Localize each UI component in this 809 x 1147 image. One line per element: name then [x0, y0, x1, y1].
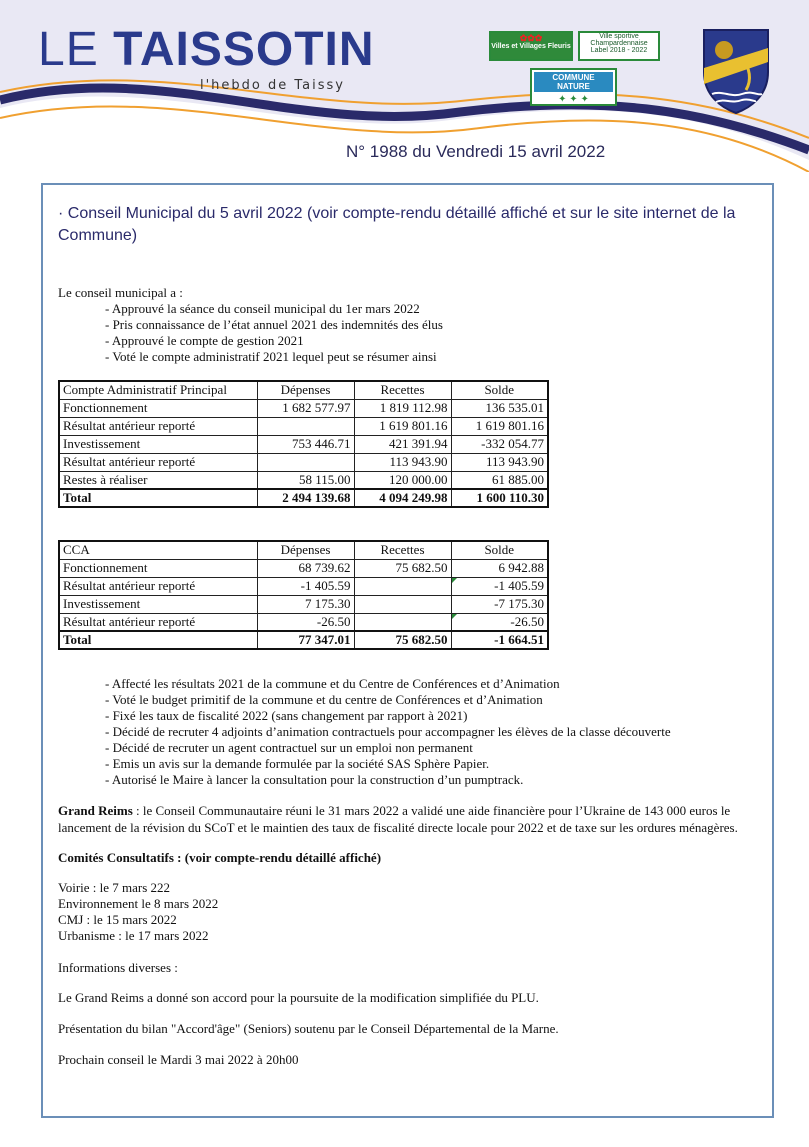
- cca-table: [58, 540, 549, 650]
- table-header-row: [59, 381, 548, 399]
- table-cell: Fonctionnement: [59, 559, 257, 577]
- list-item: - Fixé les taux de fiscalité 2022 (sans changement par rapport à 2021): [105, 708, 468, 723]
- table-cell: Total: [59, 631, 257, 649]
- table-cell: 58 115.00: [257, 471, 354, 489]
- table-cell: [257, 417, 354, 435]
- sport-line3: Label 2018 - 2022: [590, 47, 648, 54]
- list-item: - Approuvé le compte de gestion 2021: [105, 333, 304, 348]
- table-cell: [354, 577, 451, 595]
- table-row: [59, 559, 548, 577]
- comites-title: Comités Consultatifs : (voir compte-rendu détaillé affiché): [58, 850, 382, 865]
- table-cell: 6 942.88: [451, 559, 548, 577]
- table-cell: 7 175.30: [257, 595, 354, 613]
- table-header: Dépenses: [257, 541, 354, 559]
- compte-administratif-table: [58, 380, 549, 508]
- villes-badge-text: Villes et Villages Fleuris: [491, 43, 571, 50]
- table-row: [59, 471, 548, 489]
- table-cell: [257, 453, 354, 471]
- table-cell: 753 446.71: [257, 435, 354, 453]
- town-crest-icon: [702, 28, 770, 114]
- table-cell: 1 819 112.98: [354, 399, 451, 417]
- table-cell: Résultat antérieur reporté: [59, 453, 257, 471]
- table-header-row: [59, 541, 548, 559]
- table-cell: -7 175.30: [451, 595, 548, 613]
- table-cell: 1 619 801.16: [451, 417, 548, 435]
- title-le: LE: [38, 23, 99, 76]
- table-cell: Investissement: [59, 435, 257, 453]
- intro-text: Le conseil municipal a :: [58, 285, 183, 300]
- comite-item: Voirie : le 7 mars 222: [58, 880, 171, 895]
- masthead-banner: [0, 0, 809, 172]
- table-row: [59, 595, 548, 613]
- table-header: Recettes: [354, 381, 451, 399]
- table-cell: 136 535.01: [451, 399, 548, 417]
- table-cell: 120 000.00: [354, 471, 451, 489]
- table-cell: 113 943.90: [451, 453, 548, 471]
- issue-number: N° 1988 du Vendredi 15 avril 2022: [346, 142, 606, 161]
- total-row: [59, 489, 548, 507]
- table-cell: -1 664.51: [451, 631, 548, 649]
- table-cell: Total: [59, 489, 257, 507]
- table-header: Solde: [451, 381, 548, 399]
- table-cell: -26.50: [257, 613, 354, 631]
- table-cell: 68 739.62: [257, 559, 354, 577]
- table-row: [59, 577, 548, 595]
- infos-title: Informations diverses :: [58, 960, 178, 975]
- table-cell: 77 347.01: [257, 631, 354, 649]
- grand-reims-paragraph: [58, 802, 773, 836]
- table-row: [59, 399, 548, 417]
- info-item: Le Grand Reims a donné son accord pour la poursuite de la modification simplifiée du PLU.: [58, 990, 539, 1005]
- comite-item: CMJ : le 15 mars 2022: [58, 912, 177, 927]
- table-cell: -1 405.59: [451, 577, 548, 595]
- list-item: - Autorisé le Maire à lancer la consultation pour la construction d’un pumptrack.: [105, 772, 524, 787]
- total-row: [59, 631, 548, 649]
- table-cell: 75 682.50: [354, 559, 451, 577]
- table-cell: 1 600 110.30: [451, 489, 548, 507]
- list-item: - Voté le budget primitif de la commune et du centre de Conférences et d’Animation: [105, 692, 543, 707]
- grand-reims-text: : le Conseil Communautaire réuni le 31 mars 2022 a validé une aide financière pour l’Ukraine de 143 000 euros le lancement de la révision du SCoT et le maintien des taux de fiscalité directe locale pour 2022 et de taxe sur les ordures ménagères.: [58, 803, 738, 835]
- list-item: - Affecté les résultats 2021 de la commune et du Centre de Conférences et d’Animation: [105, 676, 560, 691]
- flower-icon: ✿✿✿: [519, 33, 543, 43]
- dragonfly-icon: ✦ ✦ ✦: [558, 94, 589, 105]
- table-cell: 421 391.94: [354, 435, 451, 453]
- table-header: Solde: [451, 541, 548, 559]
- table-cell: 61 885.00: [451, 471, 548, 489]
- table-cell: [354, 595, 451, 613]
- grand-reims-label: Grand Reims: [58, 803, 133, 818]
- table-cell: 75 682.50: [354, 631, 451, 649]
- table-cell: Résultat antérieur reporté: [59, 417, 257, 435]
- ville-sportive-badge: [578, 31, 660, 61]
- sport-line2: Champardennaise: [590, 40, 648, 47]
- nature-badge-text: COMMUNE NATURE: [534, 72, 613, 92]
- section-heading: · Conseil Municipal du 5 avril 2022 (voir compte-rendu détaillé affiché et sur le site internet de la Commune): [58, 205, 736, 244]
- table-header: Compte Administratif Principal: [59, 381, 257, 399]
- table-header: Recettes: [354, 541, 451, 559]
- table-row: [59, 417, 548, 435]
- list-item: - Décidé de recruter 4 adjoints d’animation contractuels pour accompagner les élèves de la classe découverte: [105, 724, 671, 739]
- comite-item: Environnement le 8 mars 2022: [58, 896, 219, 911]
- commune-nature-badge: [530, 68, 617, 106]
- table-cell: 4 094 249.98: [354, 489, 451, 507]
- villes-fleuris-badge: [489, 31, 573, 61]
- table-cell: [354, 613, 451, 631]
- list-item: - Voté le compte administratif 2021 lequel peut se résumer ainsi: [105, 349, 437, 364]
- table-cell: -26.50: [451, 613, 548, 631]
- sport-line1: Ville sportive: [599, 33, 639, 40]
- info-item: Présentation du bilan "Accord'âge" (Seniors) soutenu par le Conseil Départemental de la Marne.: [58, 1021, 559, 1036]
- table-cell: Fonctionnement: [59, 399, 257, 417]
- table-row: [59, 435, 548, 453]
- table-cell: 2 494 139.68: [257, 489, 354, 507]
- table-cell: 1 682 577.97: [257, 399, 354, 417]
- title-name: TAISSOTIN: [113, 23, 375, 76]
- table-cell: -1 405.59: [257, 577, 354, 595]
- table-row: [59, 613, 548, 631]
- list-item: - Pris connaissance de l’état annuel 2021 des indemnités des élus: [105, 317, 443, 332]
- table-cell: 1 619 801.16: [354, 417, 451, 435]
- tagline: l'hebdo de Taissy: [200, 78, 346, 93]
- table-cell: Restes à réaliser: [59, 471, 257, 489]
- table-cell: Résultat antérieur reporté: [59, 577, 257, 595]
- newspaper-title: [38, 22, 375, 77]
- comite-item: Urbanisme : le 17 mars 2022: [58, 928, 209, 943]
- info-item: Prochain conseil le Mardi 3 mai 2022 à 20h00: [58, 1052, 299, 1067]
- table-header: CCA: [59, 541, 257, 559]
- table-cell: -332 054.77: [451, 435, 548, 453]
- table-cell: Résultat antérieur reporté: [59, 613, 257, 631]
- list-item: - Emis un avis sur la demande formulée par la société SAS Sphère Papier.: [105, 756, 490, 771]
- list-item: - Approuvé la séance du conseil municipal du 1er mars 2022: [105, 301, 420, 316]
- list-item: - Décidé de recruter un agent contractuel sur un emploi non permanent: [105, 740, 473, 755]
- table-header: Dépenses: [257, 381, 354, 399]
- table-row: [59, 453, 548, 471]
- table-cell: 113 943.90: [354, 453, 451, 471]
- table-cell: Investissement: [59, 595, 257, 613]
